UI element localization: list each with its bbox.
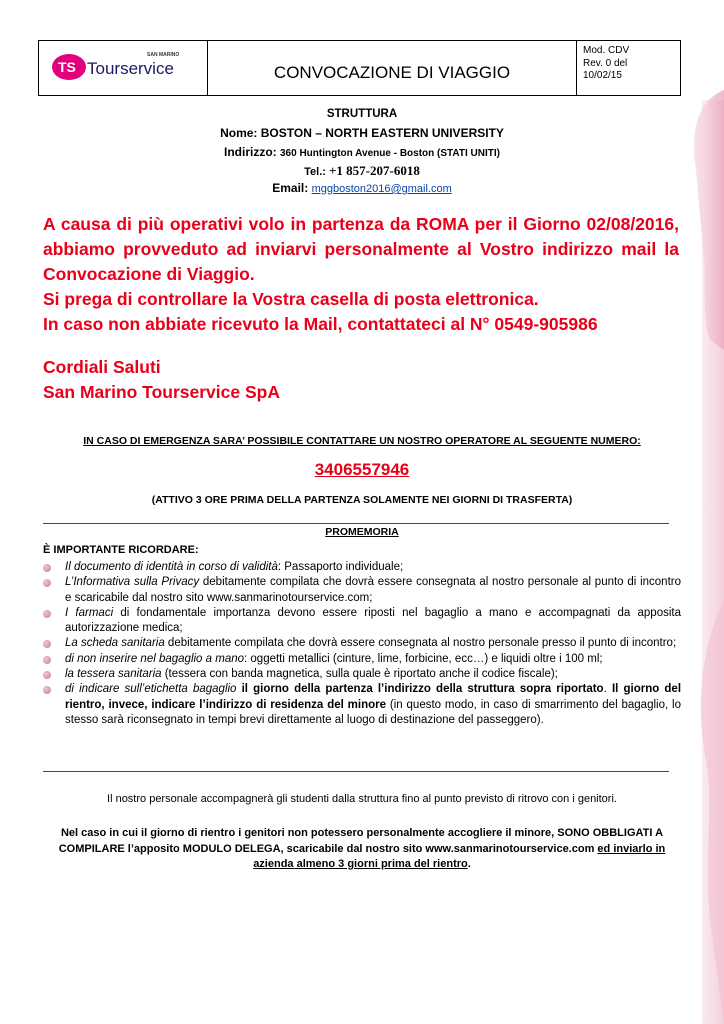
list-item: Il documento di identità in corso di validità: Passaporto individuale; (43, 560, 681, 575)
structure-heading: STRUTTURA (326, 108, 398, 120)
bullet-icon (43, 564, 51, 572)
list-item: la tessera sanitaria (tessera con banda magnetica, sulla quale è riportato anche il codice fiscale); (43, 667, 681, 682)
list-item: di indicare sull’etichetta bagaglio il giorno della partenza l’indirizzo della struttura sopra riportato. Il giorno del rientro, invece, indicare l’indirizzo di residenza del minore (in questo modo, in caso di smarrimento del bagaglio, lo stesso sarà riconsegnato in tempi brevi direttamente al luogo di destinazione del passeggero). (43, 682, 681, 728)
emergency-note: (ATTIVO 3 ORE PRIMA DELLA PARTENZA SOLAMENTE NEI GIORNI DI TRASFERTA) (151, 494, 573, 506)
bullet-icon (43, 686, 51, 694)
delegate-note: Nel caso in cui il giorno di rientro i genitori non potessero personalmente accogliere il minore, SONO OBBLIGATI A COMPILARE l’apposito MODULO DELEGA, scaricabile dal nostro sito www.sanmarinotourservice.com ed inviarlo in azienda almeno 3 giorni prima del rientro. (58, 827, 666, 870)
bullet-icon (43, 671, 51, 679)
emergency-text: IN CASO DI EMERGENZA SARA’ POSSIBILE CONTATTARE UN NOSTRO OPERATORE AL SEGUENTE NUMERO: (83, 435, 641, 447)
structure-address: Indirizzo: 360 Huntington Avenue - Boston (STATI UNITI) (224, 145, 500, 159)
list-item: La scheda sanitaria debitamente compilata che dovrà essere consegnata al nostro personale presso il punto di incontro; (43, 636, 681, 651)
email-link[interactable]: mggboston2016@gmail.com (311, 183, 452, 195)
svg-text:Tourservice: Tourservice (87, 59, 174, 78)
list-item: di non inserire nel bagaglio a mano: oggetti metallici (cinture, lime, forbicine, ecc…) e liquidi oltre i 100 ml; (43, 652, 681, 667)
memo-title: PROMEMORIA (325, 526, 399, 538)
document-header (38, 40, 681, 96)
memo-important: È IMPORTANTE RICORDARE: (43, 544, 199, 556)
structure-phone: Tel.: +1 857-207-6018 (304, 163, 420, 178)
bullet-icon (43, 640, 51, 648)
divider (43, 771, 669, 772)
list-item: I farmaci di fondamentale importanza devono essere riposti nel bagaglio a mano e accompagnati da apposita autorizzazione medica; (43, 606, 681, 637)
document-title: CONVOCAZIONE DI VIAGGIO (208, 41, 577, 95)
company-logo (39, 41, 208, 95)
emergency-number: 3406557946 (314, 460, 410, 479)
svg-text:SAN MARINO: SAN MARINO (147, 52, 180, 58)
flight-notice: A causa di più operativi volo in partenza da ROMA per il Giorno 02/08/2016, abbiamo provveduto ad inviarvi personalmente al Vostro indirizzo mail la Convocazione di Viaggio. Si prega di controllare la Vostra casella di posta elettronica. In caso non abbiate ricevuto la Mail, contattateci al N° 0549-905986 (43, 214, 679, 334)
memo-list (43, 560, 681, 728)
list-item: L’Informativa sulla Privacy debitamente compilata che dovrà essere consegnata al nostro personale al punto di incontro e scaricabile dal nostro sito www.sanmarinotourservice.com; (43, 575, 681, 606)
bullet-icon (43, 579, 51, 587)
accompany-note: Il nostro personale accompagnerà gli studenti dalla struttura fino al punto previsto di ritrovo con i genitori. (107, 793, 617, 805)
divider (43, 523, 669, 524)
bullet-icon (43, 610, 51, 618)
closing-greeting: Cordiali Saluti San Marino Tourservice SpA (43, 357, 280, 402)
structure-email: Email: mggboston2016@gmail.com (272, 181, 452, 195)
bullet-icon (43, 656, 51, 664)
structure-name: Nome: BOSTON – NORTH EASTERN UNIVERSITY (220, 126, 504, 140)
document-revision: Mod. CDV Rev. 0 del 10/02/15 (583, 45, 630, 81)
svg-text:TS: TS (58, 59, 76, 75)
